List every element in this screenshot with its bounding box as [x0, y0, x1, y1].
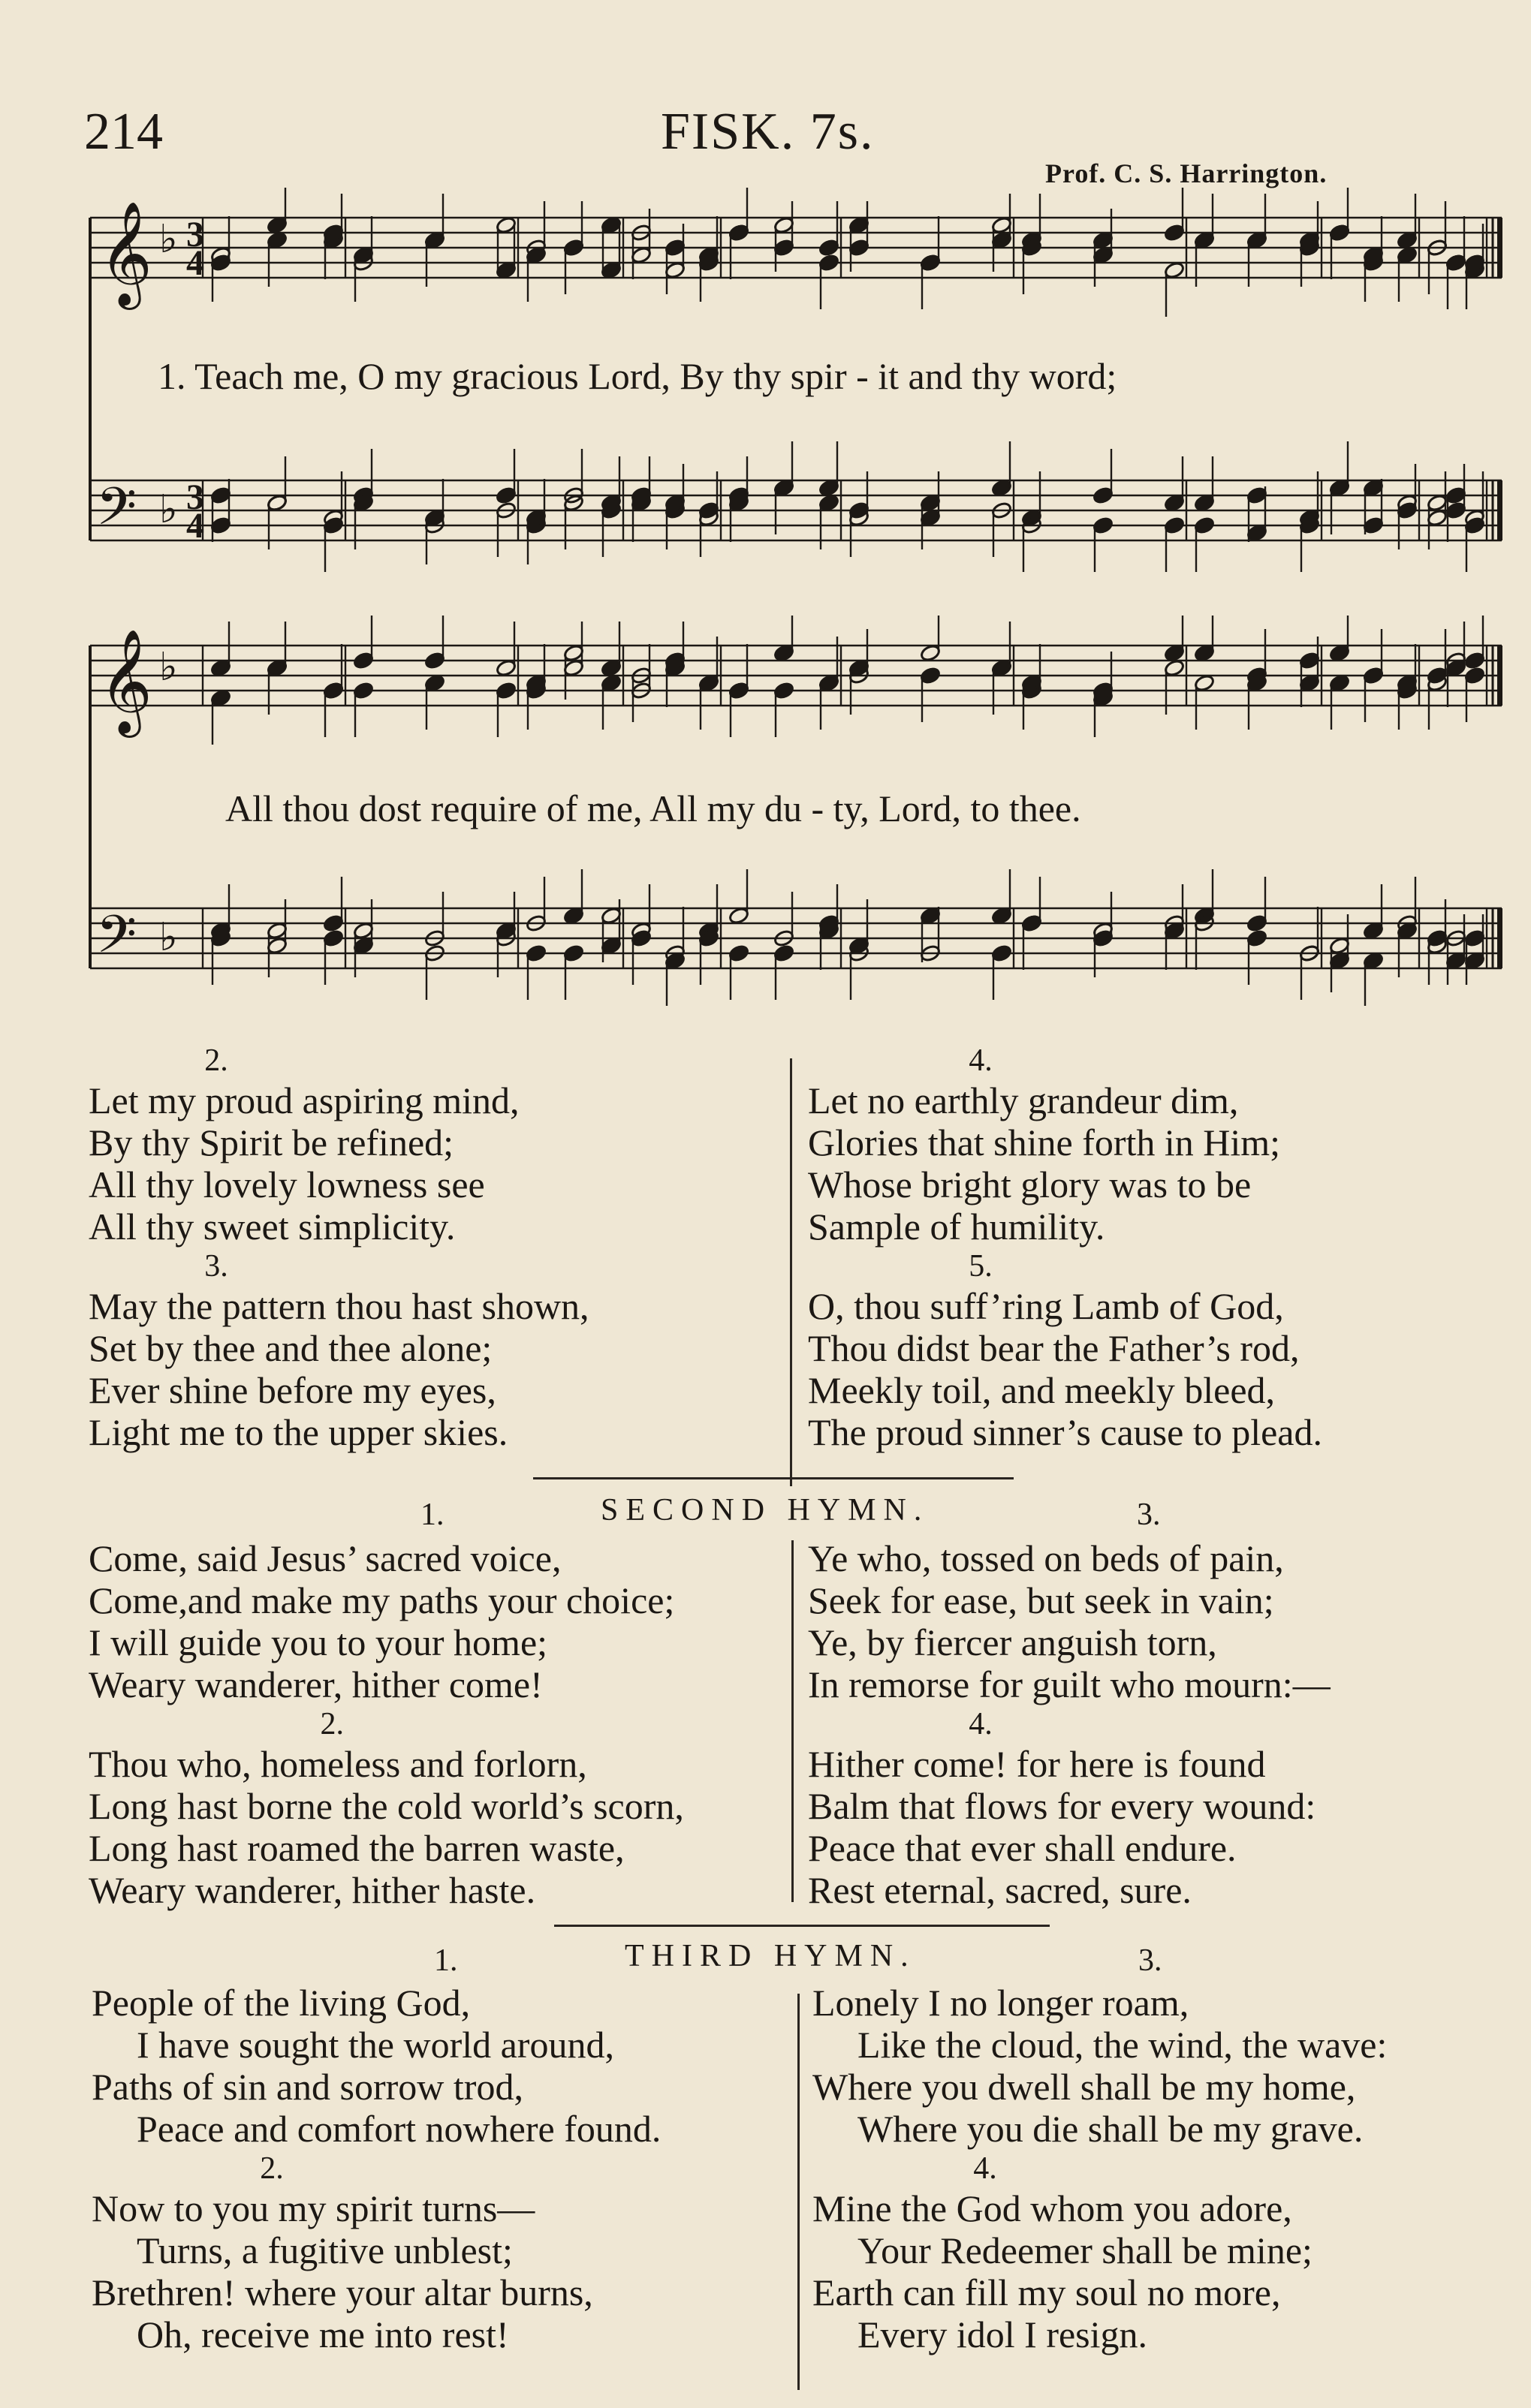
bar-line	[1497, 480, 1502, 540]
tune-title: FISK. 7s.	[661, 103, 875, 161]
verse-number: 1.	[420, 1497, 445, 1532]
page-number: 214	[84, 103, 163, 161]
verse-line: Ye, by fiercer anguish torn,	[808, 1621, 1217, 1663]
flat-icon: ♭	[159, 915, 178, 960]
time-signature: 4	[186, 506, 204, 546]
hymn2-left-column	[89, 1537, 794, 1911]
verse-line: Come,and make my paths your choice;	[89, 1579, 675, 1621]
verse-line: Lonely I no longer roam,	[812, 1982, 1189, 2024]
verse-line: By thy Spirit be refined;	[89, 1121, 454, 1163]
bass-clef-icon: 𝄢	[96, 476, 137, 549]
hymn3-left-column	[92, 1982, 782, 2355]
bar-line	[1497, 646, 1502, 706]
verse-line: Every idol I resign.	[857, 2313, 1148, 2355]
verse-number: 2.	[320, 1707, 344, 1741]
verse-line: All thy sweet simplicity.	[89, 1206, 456, 1248]
staff	[90, 188, 1502, 317]
treble-clef-icon: 𝄞	[99, 629, 152, 733]
verse-line: Paths of sin and sorrow trod,	[92, 2066, 523, 2108]
hymn2-right-column	[808, 1537, 1484, 1911]
verse-line: Like the cloud, the wind, the wave:	[857, 2024, 1388, 2066]
verse-line: O, thou suff’ring Lamb of God,	[808, 1285, 1284, 1327]
verse-line: Long hast borne the cold world’s scorn,	[89, 1785, 684, 1827]
verse-number: 3.	[1137, 1497, 1161, 1532]
verse-line: Turns, a fugitive unblest;	[137, 2229, 513, 2271]
verse-line: Glories that shine forth in Him;	[808, 1121, 1281, 1163]
verse-line: Whose bright glory was to be	[808, 1163, 1252, 1206]
verse-number: 5.	[969, 1249, 993, 1284]
bass-clef-icon: 𝄢	[96, 904, 137, 977]
lyric-line-2: All thou dost require of me, All my du - ty, Lord, to thee.	[225, 787, 1081, 829]
section-heading: SECOND HYMN.	[601, 1493, 930, 1528]
hymn1-right-column	[808, 1042, 1484, 1453]
verse-number: 2.	[260, 2151, 284, 2186]
staff	[90, 869, 1502, 1006]
verse-line: Ye who, tossed on beds of pain,	[808, 1537, 1284, 1579]
verse-line: Peace and comfort nowhere found.	[137, 2108, 662, 2150]
verse-number: 4.	[973, 2151, 997, 2186]
treble-clef-icon: 𝄞	[99, 201, 152, 306]
flat-icon: ♭	[159, 645, 178, 690]
flat-icon: ♭	[159, 217, 178, 262]
verse-line: The proud sinner’s cause to plead.	[808, 1411, 1322, 1453]
verse-line: Let no earthly grandeur dim,	[808, 1079, 1239, 1121]
verse-line: All thy lovely lowness see	[89, 1163, 485, 1206]
staff	[90, 616, 1502, 745]
composer-credit: Prof. C. S. Harrington.	[1045, 158, 1328, 188]
section-heading: THIRD HYMN.	[625, 1939, 916, 1973]
verse-number: 3.	[204, 1249, 228, 1284]
section-rule	[533, 1477, 1014, 1479]
verse-number: 3.	[1138, 1943, 1162, 1978]
verse-line: Seek for ease, but seek in vain;	[808, 1579, 1274, 1621]
column-divider	[797, 1994, 800, 2390]
staff	[90, 441, 1502, 572]
verse-number: 1.	[434, 1943, 458, 1978]
verse-line: Peace that ever shall endure.	[808, 1827, 1237, 1869]
verse-line: May the pattern thou hast shown,	[89, 1285, 589, 1327]
verse-line: Rest eternal, sacred, sure.	[808, 1869, 1192, 1911]
verse-number: 4.	[969, 1043, 993, 1078]
verse-line: I will guide you to your home;	[89, 1621, 548, 1663]
verse-line: Thou didst bear the Father’s rod,	[808, 1327, 1300, 1369]
verse-line: Sample of humility.	[808, 1206, 1105, 1248]
verse-line: Ever shine before my eyes,	[89, 1369, 496, 1411]
hymn3-right-column	[812, 1982, 1518, 2355]
verse-line: Let my proud aspiring mind,	[89, 1079, 520, 1121]
verse-line: Oh, receive me into rest!	[137, 2313, 509, 2355]
verse-line: Weary wanderer, hither come!	[89, 1663, 543, 1705]
verse-line: Where you dwell shall be my home,	[812, 2066, 1356, 2108]
verse-number: 4.	[969, 1707, 993, 1741]
verse-line: Long hast roamed the barren waste,	[89, 1827, 625, 1869]
verse-line: Balm that flows for every wound:	[808, 1785, 1316, 1827]
verse-line: People of the living God,	[92, 1982, 471, 2024]
verse-line: Where you die shall be my grave.	[857, 2108, 1364, 2150]
column-divider	[790, 1058, 792, 1486]
verse-line: Mine the God whom you adore,	[812, 2187, 1292, 2229]
verse-line: Now to you my spirit turns—	[92, 2187, 535, 2229]
lyric-line-1: 1. Teach me, O my gracious Lord, By thy spir - it and thy word;	[158, 355, 1117, 397]
verse-line: In remorse for guilt who mourn:—	[808, 1663, 1331, 1705]
verse-line: Come, said Jesus’ sacred voice,	[89, 1537, 562, 1579]
hymn1-left-column	[89, 1042, 779, 1453]
verse-line: Light me to the upper skies.	[89, 1411, 508, 1453]
verse-number: 2.	[204, 1043, 228, 1078]
time-signature: 3	[186, 477, 204, 517]
verse-line: Your Redeemer shall be mine;	[857, 2229, 1313, 2271]
column-divider	[791, 1540, 794, 1902]
verse-line: Brethren! where your altar burns,	[92, 2271, 593, 2313]
time-signature: 4	[186, 243, 204, 283]
section-rule	[554, 1925, 1050, 1927]
verse-line: Hither come! for here is found	[808, 1743, 1266, 1785]
time-signature: 3	[186, 215, 204, 254]
flat-icon: ♭	[159, 487, 178, 532]
verse-line: Earth can fill my soul no more,	[812, 2271, 1281, 2313]
verse-line: Meekly toil, and meekly bleed,	[808, 1369, 1276, 1411]
bar-line	[1497, 908, 1502, 968]
verse-line: Set by thee and thee alone;	[89, 1327, 493, 1369]
verse-line: Thou who, homeless and forlorn,	[89, 1743, 587, 1785]
bar-line	[1497, 218, 1502, 278]
verse-line: I have sought the world around,	[137, 2024, 614, 2066]
verse-line: Weary wanderer, hither haste.	[89, 1869, 536, 1911]
